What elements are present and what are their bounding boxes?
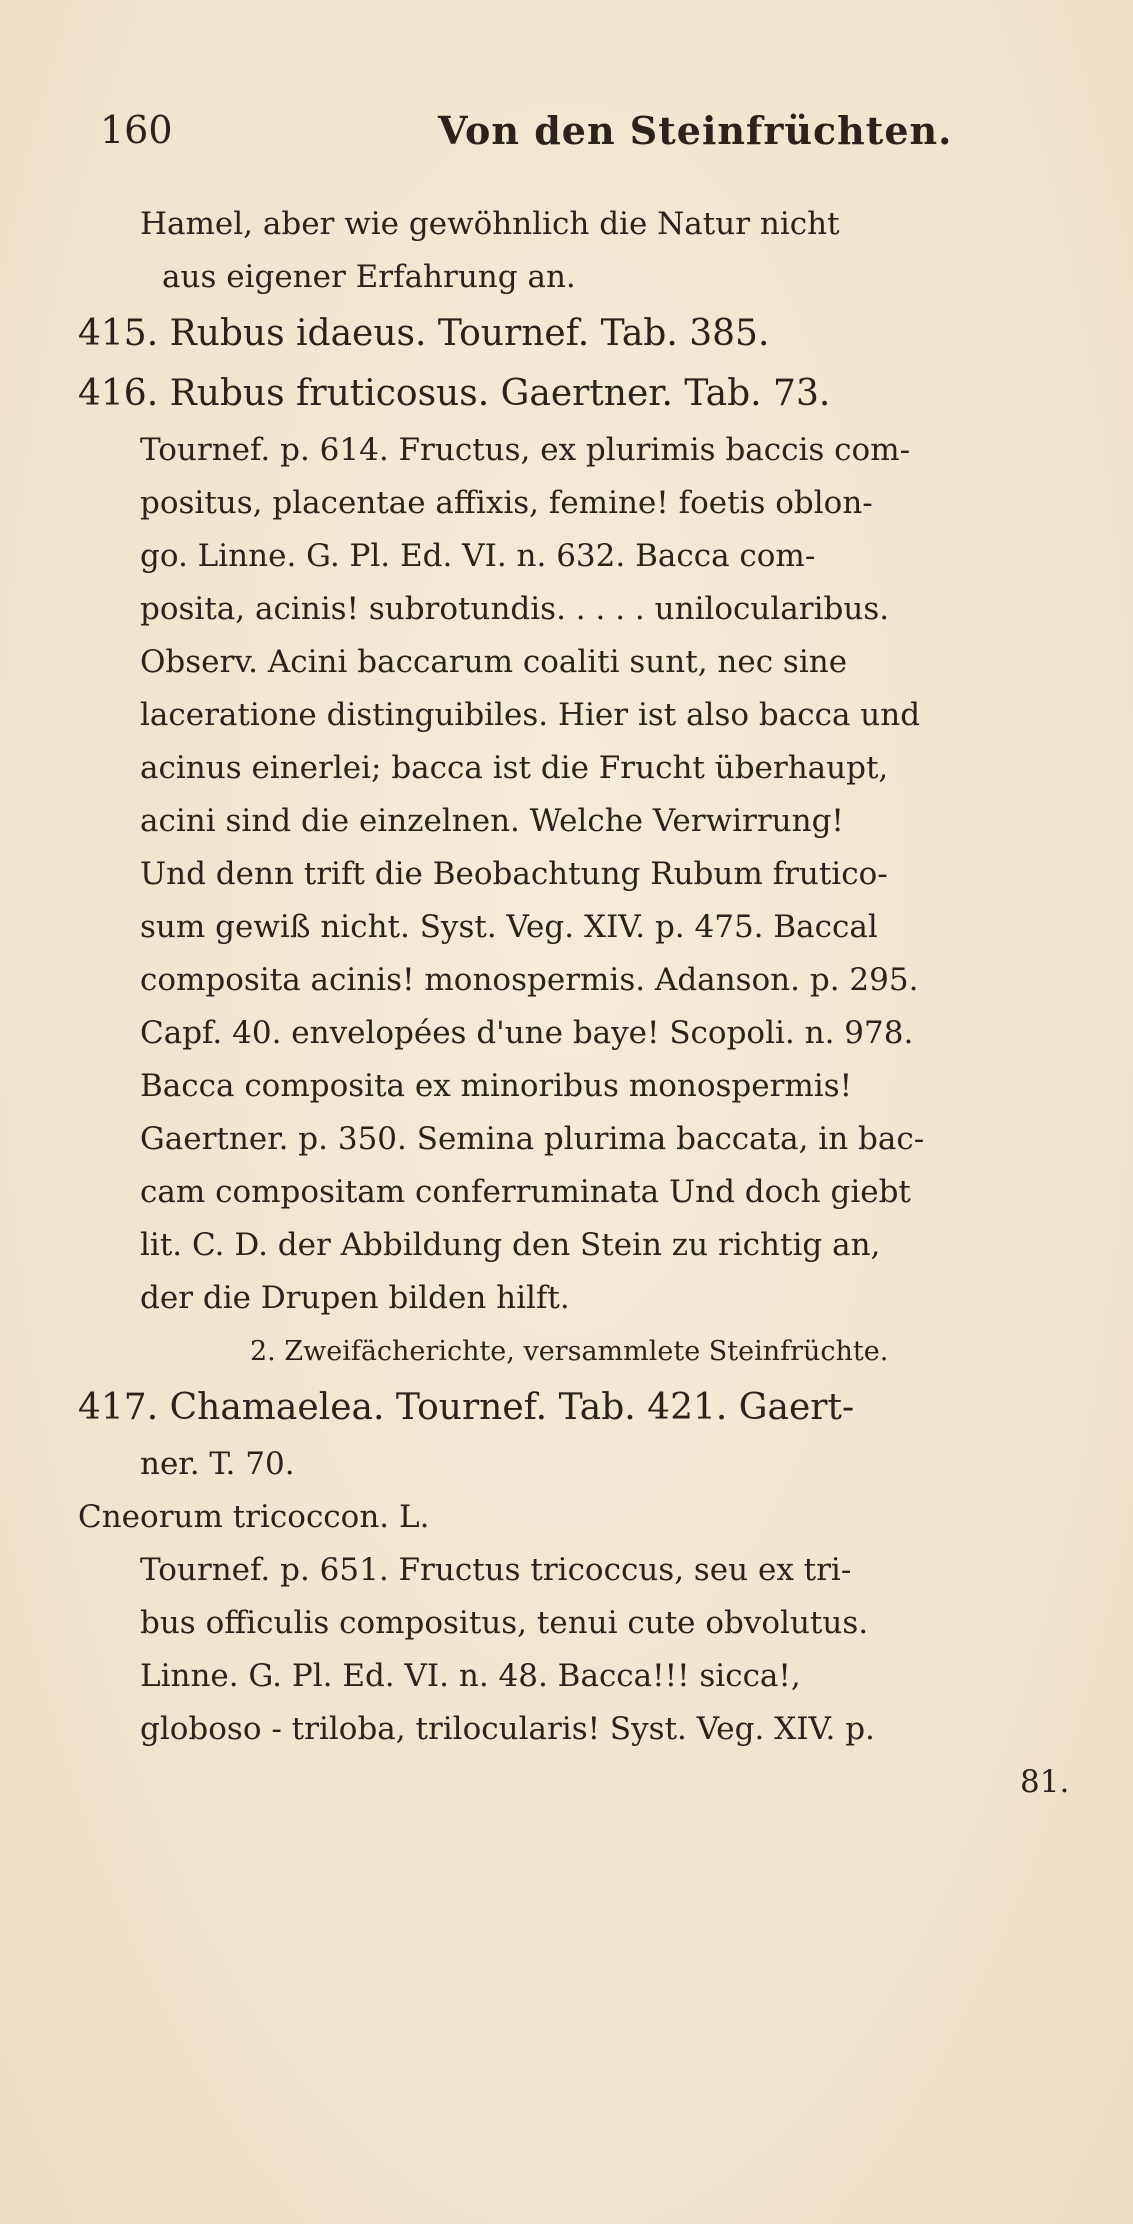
entry-heading: 417. Chamaelea. Tournef. Tab. 421. Gaert- <box>78 1387 855 1428</box>
text-line: 81. <box>1020 1764 1070 1800</box>
text-line: Tournef. p. 651. Fructus tricoccus, seu ex tri- <box>140 1552 852 1588</box>
text-line: lit. C. D. der Abbildung den Stein zu richtig an, <box>140 1227 881 1263</box>
page-header <box>100 108 1013 158</box>
text-line: positus, placentae affixis, femine! foetis oblon- <box>140 485 873 521</box>
text-line: sum gewiß nicht. Syst. Veg. XIV. p. 475. Baccal <box>140 909 878 945</box>
text-line: Gaertner. p. 350. Semina plurima baccata, in bac- <box>140 1121 925 1157</box>
text-line: Tournef. p. 614. Fructus, ex plurimis baccis com- <box>140 432 911 468</box>
text-line: acinus einerlei; bacca ist die Frucht überhaupt, <box>140 750 889 786</box>
text-line: Capf. 40. envelopées d'une baye! Scopoli. n. 978. <box>140 1015 914 1051</box>
text-line: der die Drupen bilden hilft. <box>140 1280 570 1316</box>
running-head: Von den Steinfrüchten. <box>438 108 953 153</box>
text-line: globoso - triloba, trilocularis! Syst. Veg. XIV. p. <box>140 1711 875 1747</box>
text-line: aus eigener Erfahrung an. <box>162 259 576 295</box>
entry-heading: 415. Rubus idaeus. Tournef. Tab. 385. <box>78 313 770 354</box>
text-line: Linne. G. Pl. Ed. VI. n. 48. Bacca!!! sicca!, <box>140 1658 801 1694</box>
text-line: laceratione distinguibiles. Hier ist also bacca und <box>140 697 921 733</box>
text-line: cam compositam conferruminata Und doch giebt <box>140 1174 911 1210</box>
text-line: Und denn trift die Beobachtung Rubum frutico- <box>140 856 888 892</box>
page-body <box>78 198 1100 1809</box>
section-heading: 2. Zweifächerichte, versammlete Steinfrüchte. <box>250 1336 889 1367</box>
page-number: 160 <box>100 108 173 152</box>
text-line: Cneorum tricoccon. L. <box>78 1499 430 1535</box>
text-line: Observ. Acini baccarum coaliti sunt, nec sine <box>140 644 848 680</box>
text-line: posita, acinis! subrotundis. . . . . unilocularibus. <box>140 591 890 627</box>
text-line: acini sind die einzelnen. Welche Verwirrung! <box>140 803 844 839</box>
text-line: composita acinis! monospermis. Adanson. p. 295. <box>140 962 919 998</box>
text-line: Hamel, aber wie gewöhnlich die Natur nicht <box>140 206 840 242</box>
text-line: bus officulis compositus, tenui cute obvolutus. <box>140 1605 869 1641</box>
text-line: go. Linne. G. Pl. Ed. VI. n. 632. Bacca com- <box>140 538 816 574</box>
entry-heading: 416. Rubus fruticosus. Gaertner. Tab. 73. <box>78 373 831 414</box>
text-line: ner. T. 70. <box>140 1446 295 1482</box>
text-line: Bacca composita ex minoribus monospermis! <box>140 1068 853 1104</box>
